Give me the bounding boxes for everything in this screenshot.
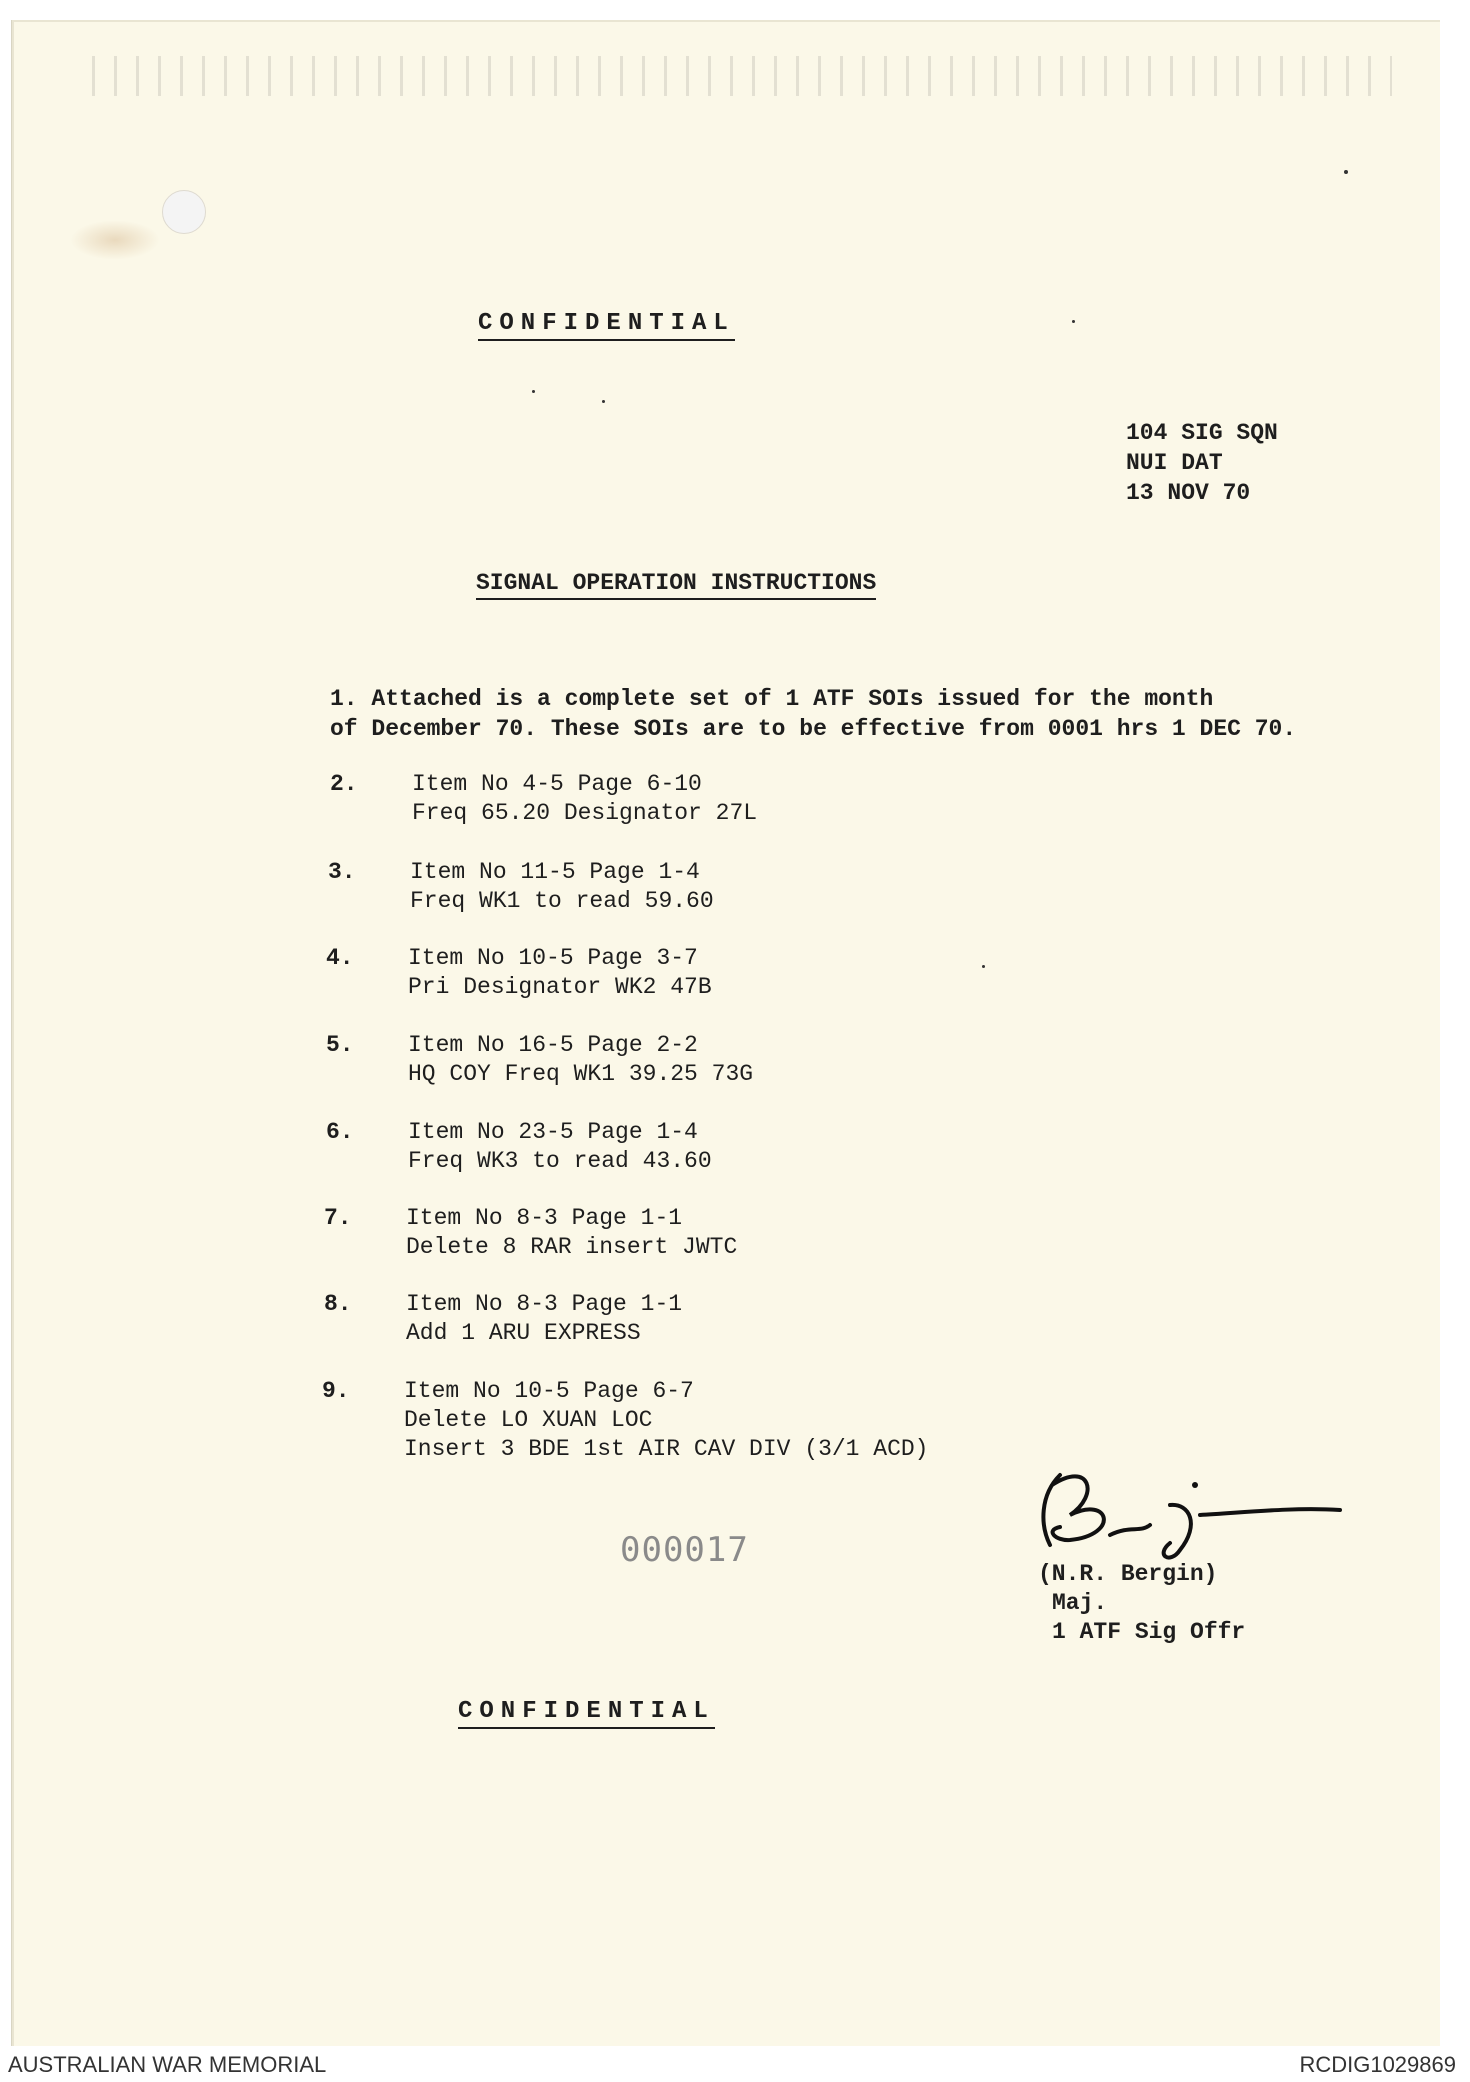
page-top-marks	[92, 56, 1392, 96]
paper-stain	[70, 220, 160, 260]
paragraph-line: 1. Attached is a complete set of 1 ATF SOIs issued for the month	[330, 686, 1214, 712]
signatory-rank: Maj.	[1052, 1590, 1108, 1616]
item-number: 8.	[324, 1291, 352, 1317]
item-line: Item No 11-5 Page 1-4	[410, 859, 700, 885]
footer-record-id: RCDIG1029869	[1299, 2052, 1456, 2077]
address-line: NUI DAT	[1126, 450, 1223, 476]
item-line: Item No 16-5 Page 2-2	[408, 1032, 698, 1058]
item-line: Item No 10-5 Page 6-7	[404, 1378, 694, 1404]
item-line: Delete 8 RAR insert JWTC	[406, 1234, 738, 1260]
footer-archive-name: AUSTRALIAN WAR MEMORIAL	[8, 2052, 327, 2077]
item-line: Pri Designator WK2 47B	[408, 974, 712, 1000]
item-line: Item No 4-5 Page 6-10	[412, 771, 702, 797]
signatory-name: (N.R. Bergin)	[1038, 1561, 1218, 1587]
paragraph-1	[330, 684, 1296, 744]
item-number: 5.	[326, 1032, 354, 1058]
item-line: Delete LO XUAN LOC	[404, 1407, 653, 1433]
signature-block	[1038, 1560, 1245, 1647]
address-block	[1126, 418, 1278, 508]
item-line: Add 1 ARU EXPRESS	[406, 1320, 641, 1346]
ink-speck	[982, 965, 985, 968]
item-line: Freq 65.20 Designator 27L	[412, 800, 758, 826]
item-line: Item No 8-3 Page 1-1	[406, 1291, 683, 1317]
ink-speck	[532, 390, 535, 393]
item-number: 6.	[326, 1119, 354, 1145]
punch-hole	[162, 190, 206, 234]
stamp-number: 000017	[620, 1530, 749, 1570]
signatory-title: 1 ATF Sig Offr	[1052, 1619, 1246, 1645]
item-line: Freq WK3 to read 43.60	[408, 1148, 712, 1174]
handwritten-signature	[1030, 1455, 1350, 1575]
item-number: 2.	[330, 771, 358, 797]
item-line: Insert 3 BDE 1st AIR CAV DIV (3/1 ACD)	[404, 1436, 929, 1462]
ink-speck	[1072, 320, 1075, 323]
address-line: 13 NOV 70	[1126, 480, 1251, 506]
paragraph-line: of December 70. These SOIs are to be effective from 0001 hrs 1 DEC 70.	[330, 716, 1297, 742]
classification-bottom: CONFIDENTIAL	[458, 1698, 715, 1729]
item-number: 9.	[322, 1378, 350, 1404]
ink-speck	[1344, 170, 1348, 174]
item-line: Item No 8-3 Page 1-1	[406, 1205, 683, 1231]
item-number: 3.	[328, 859, 356, 885]
item-line: Freq WK1 to read 59.60	[410, 888, 714, 914]
item-number: 4.	[326, 945, 354, 971]
document-title: SIGNAL OPERATION INSTRUCTIONS	[476, 570, 876, 600]
item-line: Item No 10-5 Page 3-7	[408, 945, 698, 971]
item-line: HQ COY Freq WK1 39.25 73G	[408, 1061, 754, 1087]
address-line: 104 SIG SQN	[1126, 420, 1278, 446]
item-line: Item No 23-5 Page 1-4	[408, 1119, 698, 1145]
item-number: 7.	[324, 1205, 352, 1231]
ink-speck	[602, 400, 605, 403]
classification-top: CONFIDENTIAL	[478, 310, 735, 341]
